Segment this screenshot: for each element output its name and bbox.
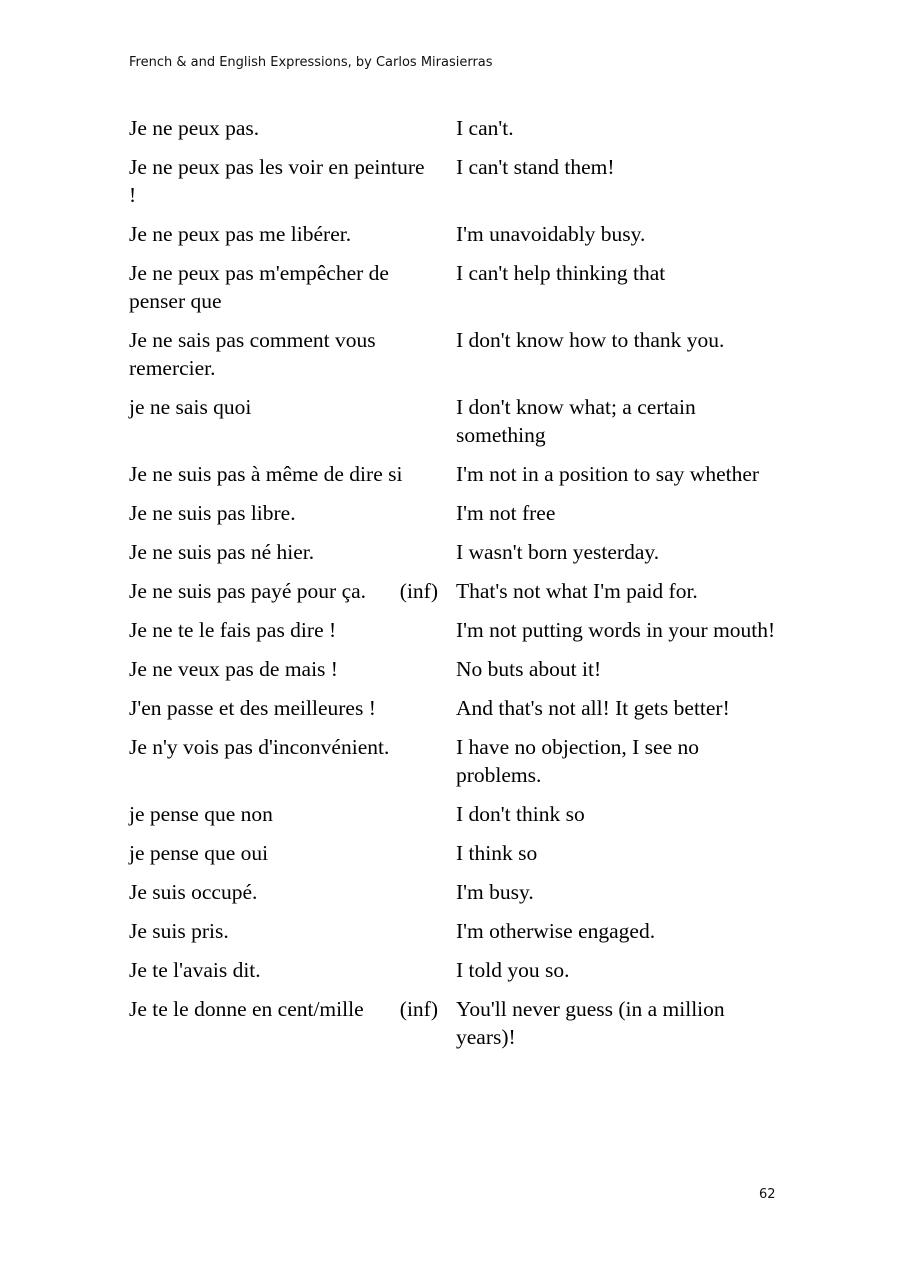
french-expression: Je te l'avais dit. — [129, 958, 261, 982]
french-expression: Je suis occupé. — [129, 880, 258, 904]
english-translation: I can't stand them! — [456, 155, 615, 179]
french-expression: Je ne sais pas comment vous remercier. — [129, 328, 376, 380]
expression-row — [129, 917, 779, 945]
english-translation: I don't think so — [456, 802, 585, 826]
expression-row — [129, 538, 779, 566]
page-number: 62 — [759, 1187, 776, 1202]
french-expression: Je ne peux pas m'empêcher de penser que — [129, 261, 389, 313]
french-expression: Je ne te le fais pas dire ! — [129, 618, 337, 642]
expression-row — [129, 878, 779, 906]
english-translation: I think so — [456, 841, 538, 865]
french-cell — [129, 733, 456, 789]
french-cell — [129, 956, 456, 984]
french-expression: Je ne suis pas libre. — [129, 501, 296, 525]
register-note: (inf) — [399, 997, 438, 1021]
expression-row — [129, 393, 779, 449]
french-cell — [129, 800, 456, 828]
french-cell — [129, 499, 456, 527]
expression-row — [129, 995, 779, 1051]
french-expression: je pense que non — [129, 802, 273, 826]
french-cell — [129, 326, 456, 382]
french-cell — [129, 220, 456, 248]
english-translation: I can't. — [456, 116, 514, 140]
expression-row — [129, 694, 779, 722]
expression-row — [129, 733, 779, 789]
english-translation: I don't know how to thank you. — [456, 328, 725, 352]
french-expression: je ne sais quoi — [129, 395, 252, 419]
english-translation: I'm not putting words in your mouth! — [456, 618, 776, 642]
english-translation: I'm unavoidably busy. — [456, 222, 646, 246]
expression-row — [129, 800, 779, 828]
french-cell — [129, 995, 456, 1051]
french-cell — [129, 655, 456, 683]
english-translation: I'm not in a position to say whether — [456, 462, 760, 486]
english-translation: You'll never guess (in a million years)! — [456, 997, 725, 1049]
english-translation: That's not what I'm paid for. — [456, 579, 698, 603]
expression-row — [129, 259, 779, 315]
expression-row — [129, 839, 779, 867]
french-expression: Je n'y vois pas d'inconvénient. — [129, 735, 390, 759]
french-cell — [129, 694, 456, 722]
french-expression: Je ne peux pas me libérer. — [129, 222, 352, 246]
french-cell — [129, 577, 456, 605]
expression-row — [129, 499, 779, 527]
french-expression: J'en passe et des meilleures ! — [129, 696, 376, 720]
french-expression: Je ne peux pas. — [129, 116, 260, 140]
french-cell — [129, 538, 456, 566]
running-header: French & and English Expressions, by Carlos Mirasierras — [129, 55, 493, 70]
french-expression: Je ne suis pas né hier. — [129, 540, 315, 564]
expression-row — [129, 956, 779, 984]
expression-row — [129, 616, 779, 644]
english-translation: No buts about it! — [456, 657, 602, 681]
french-cell — [129, 917, 456, 945]
french-cell — [129, 393, 456, 449]
french-cell — [129, 259, 456, 315]
french-expression: Je ne veux pas de mais ! — [129, 657, 338, 681]
french-expression: je pense que oui — [129, 841, 269, 865]
expression-row — [129, 114, 779, 142]
expression-row — [129, 655, 779, 683]
french-expression: Je ne peux pas les voir en peinture ! — [129, 155, 425, 207]
french-cell — [129, 839, 456, 867]
french-cell — [129, 878, 456, 906]
french-cell — [129, 460, 456, 488]
english-translation: I don't know what; a certain something — [456, 395, 696, 447]
register-note: (inf) — [399, 579, 438, 603]
french-cell — [129, 114, 456, 142]
english-translation: I'm busy. — [456, 880, 534, 904]
english-translation: I told you so. — [456, 958, 570, 982]
expression-row — [129, 460, 779, 488]
expression-row — [129, 326, 779, 382]
french-expression: Je ne suis pas à même de dire si — [129, 462, 403, 486]
french-expression: Je ne suis pas payé pour ça. — [129, 579, 367, 603]
english-translation: I'm not free — [456, 501, 556, 525]
english-translation: I wasn't born yesterday. — [456, 540, 660, 564]
english-translation: And that's not all! It gets better! — [456, 696, 730, 720]
french-expression: Je te le donne en cent/mille — [129, 997, 364, 1021]
french-expression: Je suis pris. — [129, 919, 229, 943]
expression-row — [129, 220, 779, 248]
english-translation: I have no objection, I see no problems. — [456, 735, 699, 787]
english-translation: I'm otherwise engaged. — [456, 919, 656, 943]
expression-row — [129, 153, 779, 209]
english-translation: I can't help thinking that — [456, 261, 666, 285]
french-cell — [129, 153, 456, 209]
french-cell — [129, 616, 456, 644]
expression-row — [129, 577, 779, 605]
expression-list — [129, 114, 779, 1062]
